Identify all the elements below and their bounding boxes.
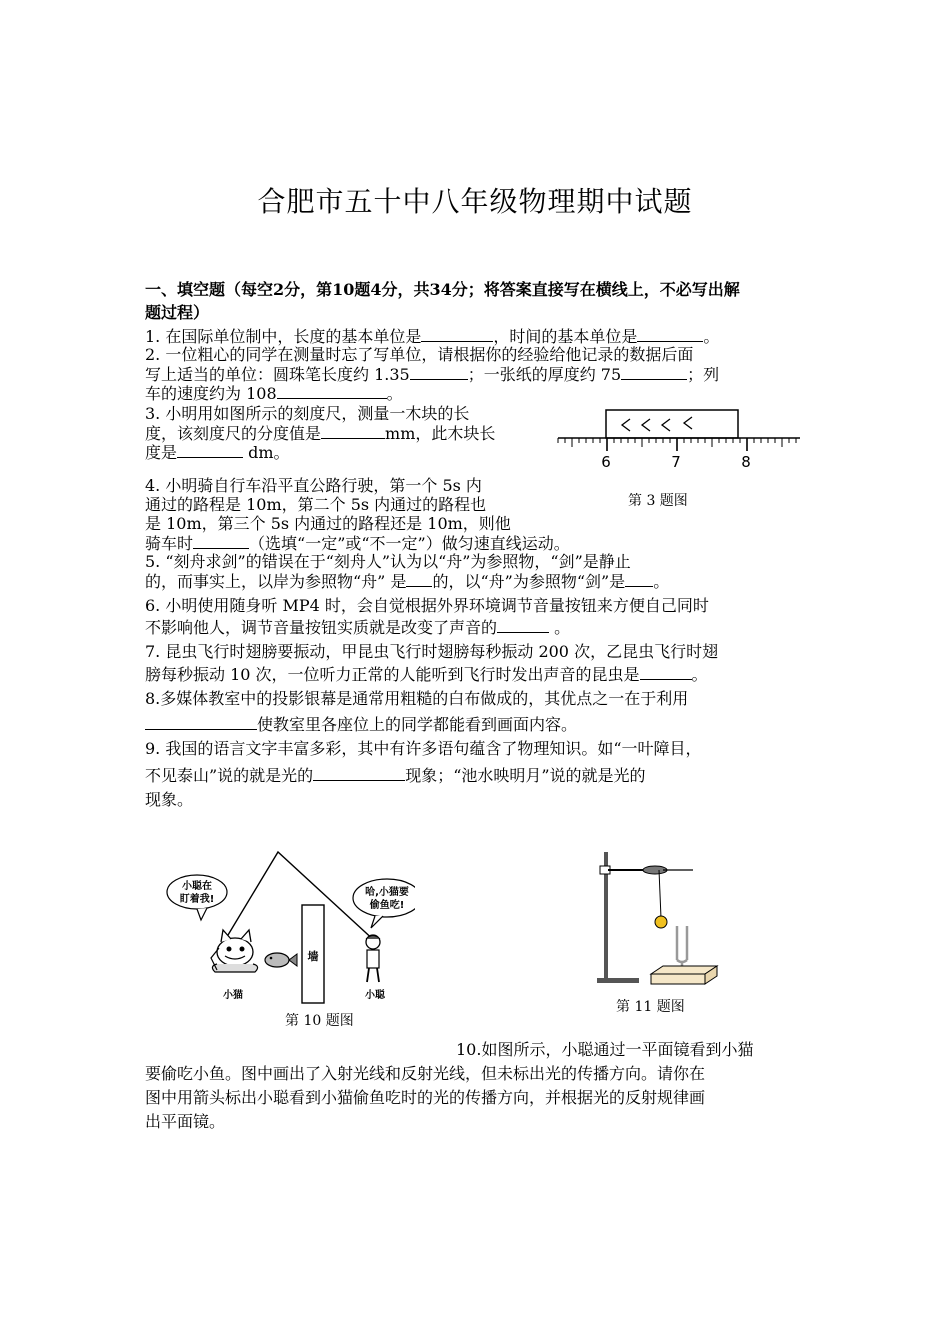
ruler-label-7: 7: [671, 453, 681, 471]
question-9: 9. 我国的语言文字丰富多彩，其中有许多语句蕴含了物理知识。如“一叶障目，: [145, 739, 702, 758]
answer-blank[interactable]: [421, 326, 493, 342]
ruler-figure: [552, 405, 802, 477]
figure-10-caption: 第 10 题图: [285, 1013, 354, 1029]
question-1: 1. 在国际单位制中，长度的基本单位是 ，时间的基本单位是 。: [145, 327, 720, 346]
boy-bubble-text-2: 偷鱼吃!: [369, 900, 405, 911]
ruler-ticks: [558, 438, 796, 451]
answer-blank[interactable]: [637, 326, 703, 342]
answer-blank[interactable]: [625, 571, 653, 587]
question-4-line2: 通过的路程是 10m，第二个 5s 内通过的路程也: [145, 495, 487, 514]
answer-blank[interactable]: [410, 364, 468, 380]
figure-11: [595, 848, 725, 988]
question-9-line2: 不见泰山”说的就是光的 现象；“池水映明月”说的就是光的: [145, 766, 646, 785]
boy-speech-bubble: [353, 879, 415, 917]
question-3-line2: 度，该刻度尺的分度值是 mm，此木块长: [145, 424, 496, 443]
question-10: 10.如图所示，小聪通过一平面镜看到小猫: [456, 1040, 754, 1059]
pendulum-ball: [655, 916, 667, 928]
answer-blank[interactable]: [277, 383, 387, 399]
cat-label: 小猫: [223, 990, 243, 1001]
cat-icon: [211, 930, 258, 972]
question-7-line2: 膀每秒振动 10 次，一位听力正常的人能听到飞行时发出声音的昆虫是 。: [145, 665, 708, 684]
answer-blank[interactable]: [621, 364, 687, 380]
figure-10: [165, 848, 415, 1008]
question-3-line3: 度是 dm。: [145, 443, 290, 462]
tuning-fork-icon: [677, 926, 687, 970]
ruler-label-8: 8: [741, 453, 751, 471]
cat-bubble-text-2: 盯着我!: [179, 894, 215, 905]
question-4-line3: 是 10m，第三个 5s 内通过的路程还是 10m，则他: [145, 514, 511, 533]
answer-blank[interactable]: [313, 765, 405, 781]
wooden-block: [606, 410, 738, 438]
figure-3-caption: 第 3 题图: [628, 493, 688, 509]
section-heading-cont: 题过程）: [145, 303, 210, 322]
question-4-line4: 骑车时 （选填“一定”或“不一定”）做匀速直线运动。: [145, 534, 570, 553]
question-6-line2: 不影响他人，调节音量按钮实质就是改变了声音的 。: [145, 618, 571, 637]
question-7: 7. 昆虫飞行时翅膀要振动，甲昆虫飞行时翅膀每秒振动 200 次，乙昆虫飞行时翅: [145, 642, 719, 661]
answer-blank[interactable]: [145, 714, 257, 730]
question-2: 2. 一位粗心的同学在测量时忘了写单位，请根据你的经验给他记录的数据后面: [145, 345, 694, 364]
question-5-line2: 的，而事实上，以岸为参照物“舟” 是 的，以“舟”为参照物“剑”是 。: [145, 572, 670, 591]
answer-blank[interactable]: [640, 664, 692, 680]
question-2-line2: 写上适当的单位：圆珠笔长度约 1.35 ；一张纸的厚度约 75 ；列: [145, 365, 720, 384]
question-4: 4. 小明骑自行车沿平直公路行驶，第一个 5s 内: [145, 476, 482, 495]
answer-blank[interactable]: [406, 571, 432, 587]
boy-icon: [366, 935, 380, 982]
answer-blank[interactable]: [193, 533, 249, 549]
question-10-line3: 图中用箭头标出小聪看到小猫偷鱼吃时的光的传播方向，并根据光的反射规律画: [145, 1088, 706, 1107]
page-title: 合肥市五十中八年级物理期中试题: [257, 185, 693, 218]
question-5: 5. “刻舟求剑”的错误在于“刻舟人”认为以“舟”为参照物，“剑”是静止: [145, 552, 631, 571]
fish-icon: [265, 953, 297, 967]
answer-blank[interactable]: [321, 423, 385, 439]
section-heading: 一、填空题（每空2分，第10题4分，共34分；将答案直接写在横线上，不必写出解: [145, 280, 740, 299]
answer-blank[interactable]: [497, 617, 549, 633]
question-6: 6. 小明使用随身听 MP4 时，会自觉根据外界环境调节音量按钮来方便自己同时: [145, 596, 709, 615]
question-8: 8.多媒体教室中的投影银幕是通常用粗糙的白布做成的，其优点之一在于利用: [145, 689, 689, 708]
question-3: 3. 小明用如图所示的刻度尺，测量一木块的长: [145, 404, 470, 423]
question-10-line2: 要偷吃小鱼。图中画出了入射光线和反射光线，但未标出光的传播方向。请你在: [145, 1064, 706, 1083]
stand-base: [597, 978, 639, 983]
question-10-line4: 出平面镜。: [145, 1112, 226, 1131]
question-8-line2: 使教室里各座位上的同学都能看到画面内容。: [145, 714, 807, 734]
question-9-line3: 现象。: [145, 790, 194, 809]
figure-11-caption: 第 11 题图: [616, 999, 685, 1015]
question-2-line3: 车的速度约为 108 。: [145, 384, 403, 403]
answer-blank[interactable]: [177, 442, 243, 458]
boy-label: 小聪: [365, 990, 385, 1001]
resonance-box: [651, 974, 705, 984]
ruler-label-6: 6: [601, 453, 611, 471]
boy-bubble-text-1: 哈,小猫要: [365, 887, 409, 898]
cat-bubble-text-1: 小聪在: [182, 881, 212, 892]
pendulum-string: [659, 870, 661, 918]
wall-label: 墙: [307, 950, 319, 963]
